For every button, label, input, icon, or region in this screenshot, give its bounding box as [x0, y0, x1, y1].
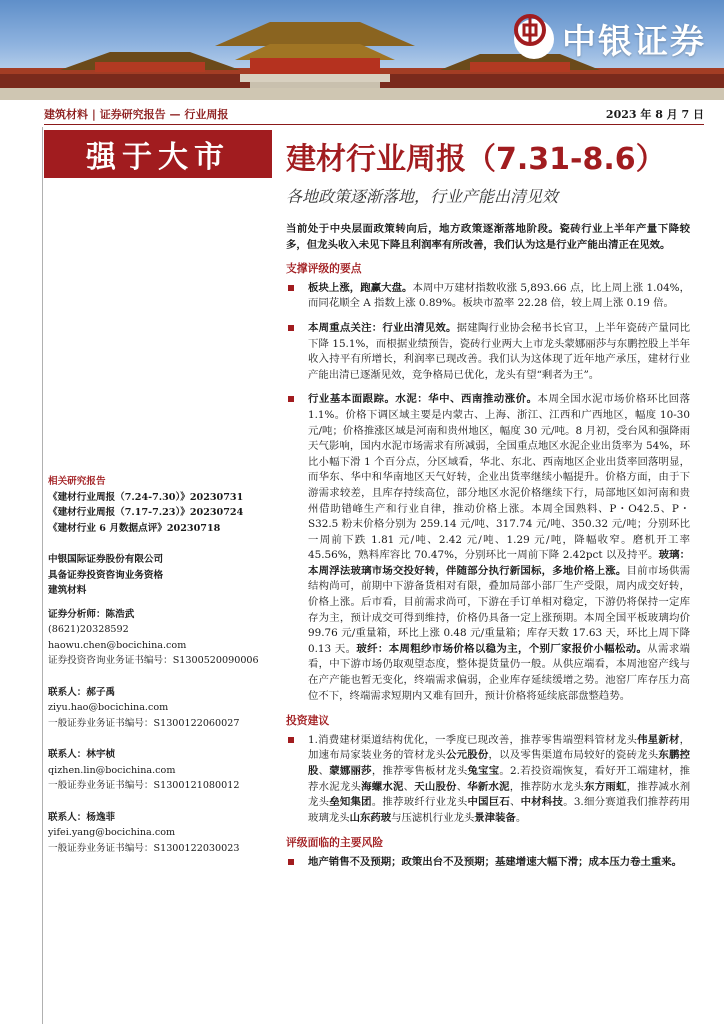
company-name: 垒知集团	[329, 796, 372, 809]
bullet-square-icon	[288, 285, 294, 291]
bullet-text: 本周全国水泥市场价格环比回落 1.1%。价格下调区域主要是内蒙古、上海、浙江、江西和广西地区，幅度 10-30 元/吨；价格推涨区域是河南和贵州地区，幅度 30 元/吨。8 月初，受台风和强降雨天气影响，国内水泥市场需求有所减弱，全国重点地区水泥企业出货率为 54%，环比小幅下滑 1 个百分点，分区域看，华北、东北、西南地区企业出货率回落明显，而华东、华中和华南地区天气好转，企业出货率继续小幅提升。价格方面，由于下游需求较差，且库存持续高位，部分地区水泥价格继续下行，局部地区如河南和贵州借助错峰生产和行业自律，推动价格上涨。本周全国熟料、P・O42.5、P・S32.5 粉末价格分别为 259.14 元/吨、317.74 元/吨、350.32 元/吨；分别环比一周前下跌 1.81 元/吨、2.42 元/吨、1.29 元/吨，降幅收窄。磨机开工率 45.56%，熟料库容比 70.47%，分别环比一周前下降 2.42pct 以及持平。	[308, 393, 691, 562]
company-qualification: 具备证券投资咨询业务资格	[48, 569, 164, 581]
risk-text: 地产销售不及预期；政策出台不及预期；基建增速大幅下滑；成本压力卷土重来。	[308, 855, 683, 868]
bullet-square-icon	[288, 737, 294, 743]
related-reports-heading: 相关研究报告	[48, 476, 106, 487]
company-name: 东鹏控股	[308, 749, 691, 777]
company-name: 中国巨石	[467, 796, 511, 809]
bullet-square-icon	[288, 859, 294, 865]
report-subtitle: 各地政策逐渐落地，行业产能出清见效	[286, 187, 559, 206]
report-meta-bar	[44, 104, 704, 125]
bullet-square-icon	[288, 396, 294, 402]
related-report-link[interactable]: 《建材行业周报（7.24-7.30）》20230731	[48, 491, 244, 503]
bullet-text: 目前市场供需结构尚可，前期中下游备货相对有限，叠加局部小部厂生产受限，周内成交好转，价格上涨。后市看，目前需求尚可，下游在手订单相对稳定，下游仍将保持一定库存为主，预计成交可得到维持，价格仍具备一定上涨预期。本周全国平板玻璃均价 99.76 元/重量箱，环比上涨 0.48 元/重量箱；库存天数 17.63 天，环比上周下降 0.13 天。	[308, 564, 691, 655]
bullet-text: 从需求端看，中下游市场仍取观望态度，整体提货量仍一般。从供应端看，本周池窑产线与在产产能也暂无变化，终端需求偏弱，企业库存延续缓增之势。池窑厂库存压力高位不下，终端需求短期内又难有回升，预计价格将延续底部盘整趋势。	[308, 642, 690, 702]
separator: —	[169, 108, 185, 121]
bullet-point	[286, 855, 690, 871]
analyst-cert: 证券投资咨询业务证书编号：S1300520090006	[48, 655, 259, 666]
company-name: 景津装备	[474, 811, 516, 824]
report-date: 2023 年 8 月 7 日	[605, 108, 704, 121]
company-name: 海螺水泥	[361, 780, 404, 793]
summary-paragraph: 当前处于中央层面政策转向后，地方政策逐渐落地阶段。瓷砖行业上半年产量下降较多，但龙头收入未见下降且利润率有所改善，我们认为这是行业产能出清正在见效。	[286, 223, 690, 251]
section-heading-investment: 投资建议	[286, 714, 330, 728]
sidebar	[48, 474, 270, 856]
bullet-subheading: 玻纤：本周粗纱市场价格以稳为主，个别厂家报价小幅松动。	[356, 642, 648, 655]
company-name: 东方雨虹	[584, 780, 627, 793]
contact-name: 联系人：林宇桢	[48, 749, 116, 760]
bank-of-china-logo-icon	[514, 19, 554, 59]
header-banner	[0, 0, 724, 100]
bullet-point	[286, 392, 690, 704]
bullet-text: 据建陶行业协会秘书长官卫，上半年瓷砖产量同比下降 15.1%，而根据业绩预告，瓷砖行业两大上市龙头蒙娜丽莎与东鹏控股上半年收入持平有所增长，利润率已现改善。我们认为这体现了近年地产承压，建材行业产能出清已逐渐见效，竞争格局已优化，龙头有望“剩者为王”。	[308, 321, 691, 381]
bullet-point	[286, 321, 690, 383]
company-name: 兔宝宝	[467, 765, 500, 777]
contact-cert: 一般证券业务证书编号：S1300122030023	[48, 842, 240, 854]
section-heading-key-points: 支撑评级的要点	[286, 262, 362, 276]
company-name: 伟星新材	[637, 733, 680, 746]
brand-logo	[514, 14, 706, 63]
company-name: 华新水泥	[467, 780, 510, 793]
bullet-point	[286, 281, 690, 312]
company-name: 山东药玻	[349, 811, 392, 824]
analyst-email[interactable]: haowu.chen@bocichina.com	[48, 639, 187, 651]
company-name: 中银国际证券股份有限公司	[48, 554, 164, 565]
bullet-text: 本周中万建材指数收涨 5,893.66 点，比上周上涨 1.04%，而同花顺全 A 指数上涨 0.89%。板块市盈率 22.28 倍，较上周上涨 0.19 倍。	[308, 281, 691, 310]
contact-cert: 一般证券业务证书编号：S1300121080012	[48, 780, 240, 791]
bullet-subheading: 玻璃：本周浮法玻璃市场交投好转，伴随部分执行新国标，多地价格上涨。	[308, 549, 690, 577]
related-report-link[interactable]: 《建材行业周报（7.17-7.23）》20230724	[48, 507, 244, 518]
analyst-name: 证券分析师：陈浩武	[48, 608, 135, 620]
contact-email[interactable]: qizhen.lin@bocichina.com	[48, 764, 176, 776]
company-name: 天山股份	[414, 780, 457, 793]
bullet-point: 1.消费建材渠道结构优化，一季度已现改善，推荐零售端塑料管材龙头伟星新材，加速布局家装业务的管材龙头公元股份，以及零售渠道布局较好的瓷砖龙头东鹏控股、蒙娜丽莎，推荐零售板材龙头兔宝宝。2.若投资端恢复，看好开工端建材，推荐水泥龙头海螺水泥、天山股份、华新水泥，推荐防水龙头东方雨虹，推荐减水剂龙头垒知集团。推荐玻纤行业龙头中国巨石、中材科技。3.细分赛道我们推荐药用玻璃龙头山东药玻与压滤机行业龙头景津装备。	[286, 733, 690, 827]
contact-name: 联系人：郝子禹	[48, 686, 116, 698]
contact-name: 联系人：杨逸菲	[48, 811, 116, 823]
bullet-heading: 本周重点关注：行业出清见效。	[308, 321, 457, 334]
column-divider	[42, 127, 43, 1024]
bullet-square-icon	[288, 325, 294, 331]
contact-email[interactable]: yifei.yang@bocichina.com	[48, 827, 176, 838]
separator: |	[91, 108, 100, 121]
company-name: 蒙娜丽莎	[329, 765, 372, 777]
rating-badge: 强于大市	[44, 130, 272, 178]
report-category	[44, 106, 228, 122]
company-name: 中材科技	[520, 796, 564, 809]
bullet-heading: 行业基本面跟踪。水泥：华中、西南推动涨价。	[308, 393, 538, 406]
company-name: 公元股份	[446, 749, 489, 762]
sector-name: 建筑材料	[48, 585, 87, 596]
bullet-heading: 板块上涨，跑赢大盘。	[308, 281, 413, 294]
related-report-link[interactable]: 《建材行业 6 月数据点评》20230718	[48, 522, 221, 534]
section-heading-risks: 评级面临的主要风险	[286, 836, 384, 850]
brand-name: 中银证券	[562, 22, 706, 62]
report-title: 建材行业周报（7.31-8.6）	[286, 142, 666, 177]
main-content	[286, 222, 690, 880]
report-subtype-label: 行业周报	[184, 108, 229, 121]
analyst-phone: (8621)20328592	[48, 624, 129, 635]
contact-cert: 一般证券业务证书编号：S1300122060027	[48, 717, 240, 729]
contact-email[interactable]: ziyu.hao@bocichina.com	[48, 702, 169, 713]
report-type-label: 证券研究报告	[99, 108, 166, 121]
category-label: 建筑材料	[44, 108, 88, 121]
